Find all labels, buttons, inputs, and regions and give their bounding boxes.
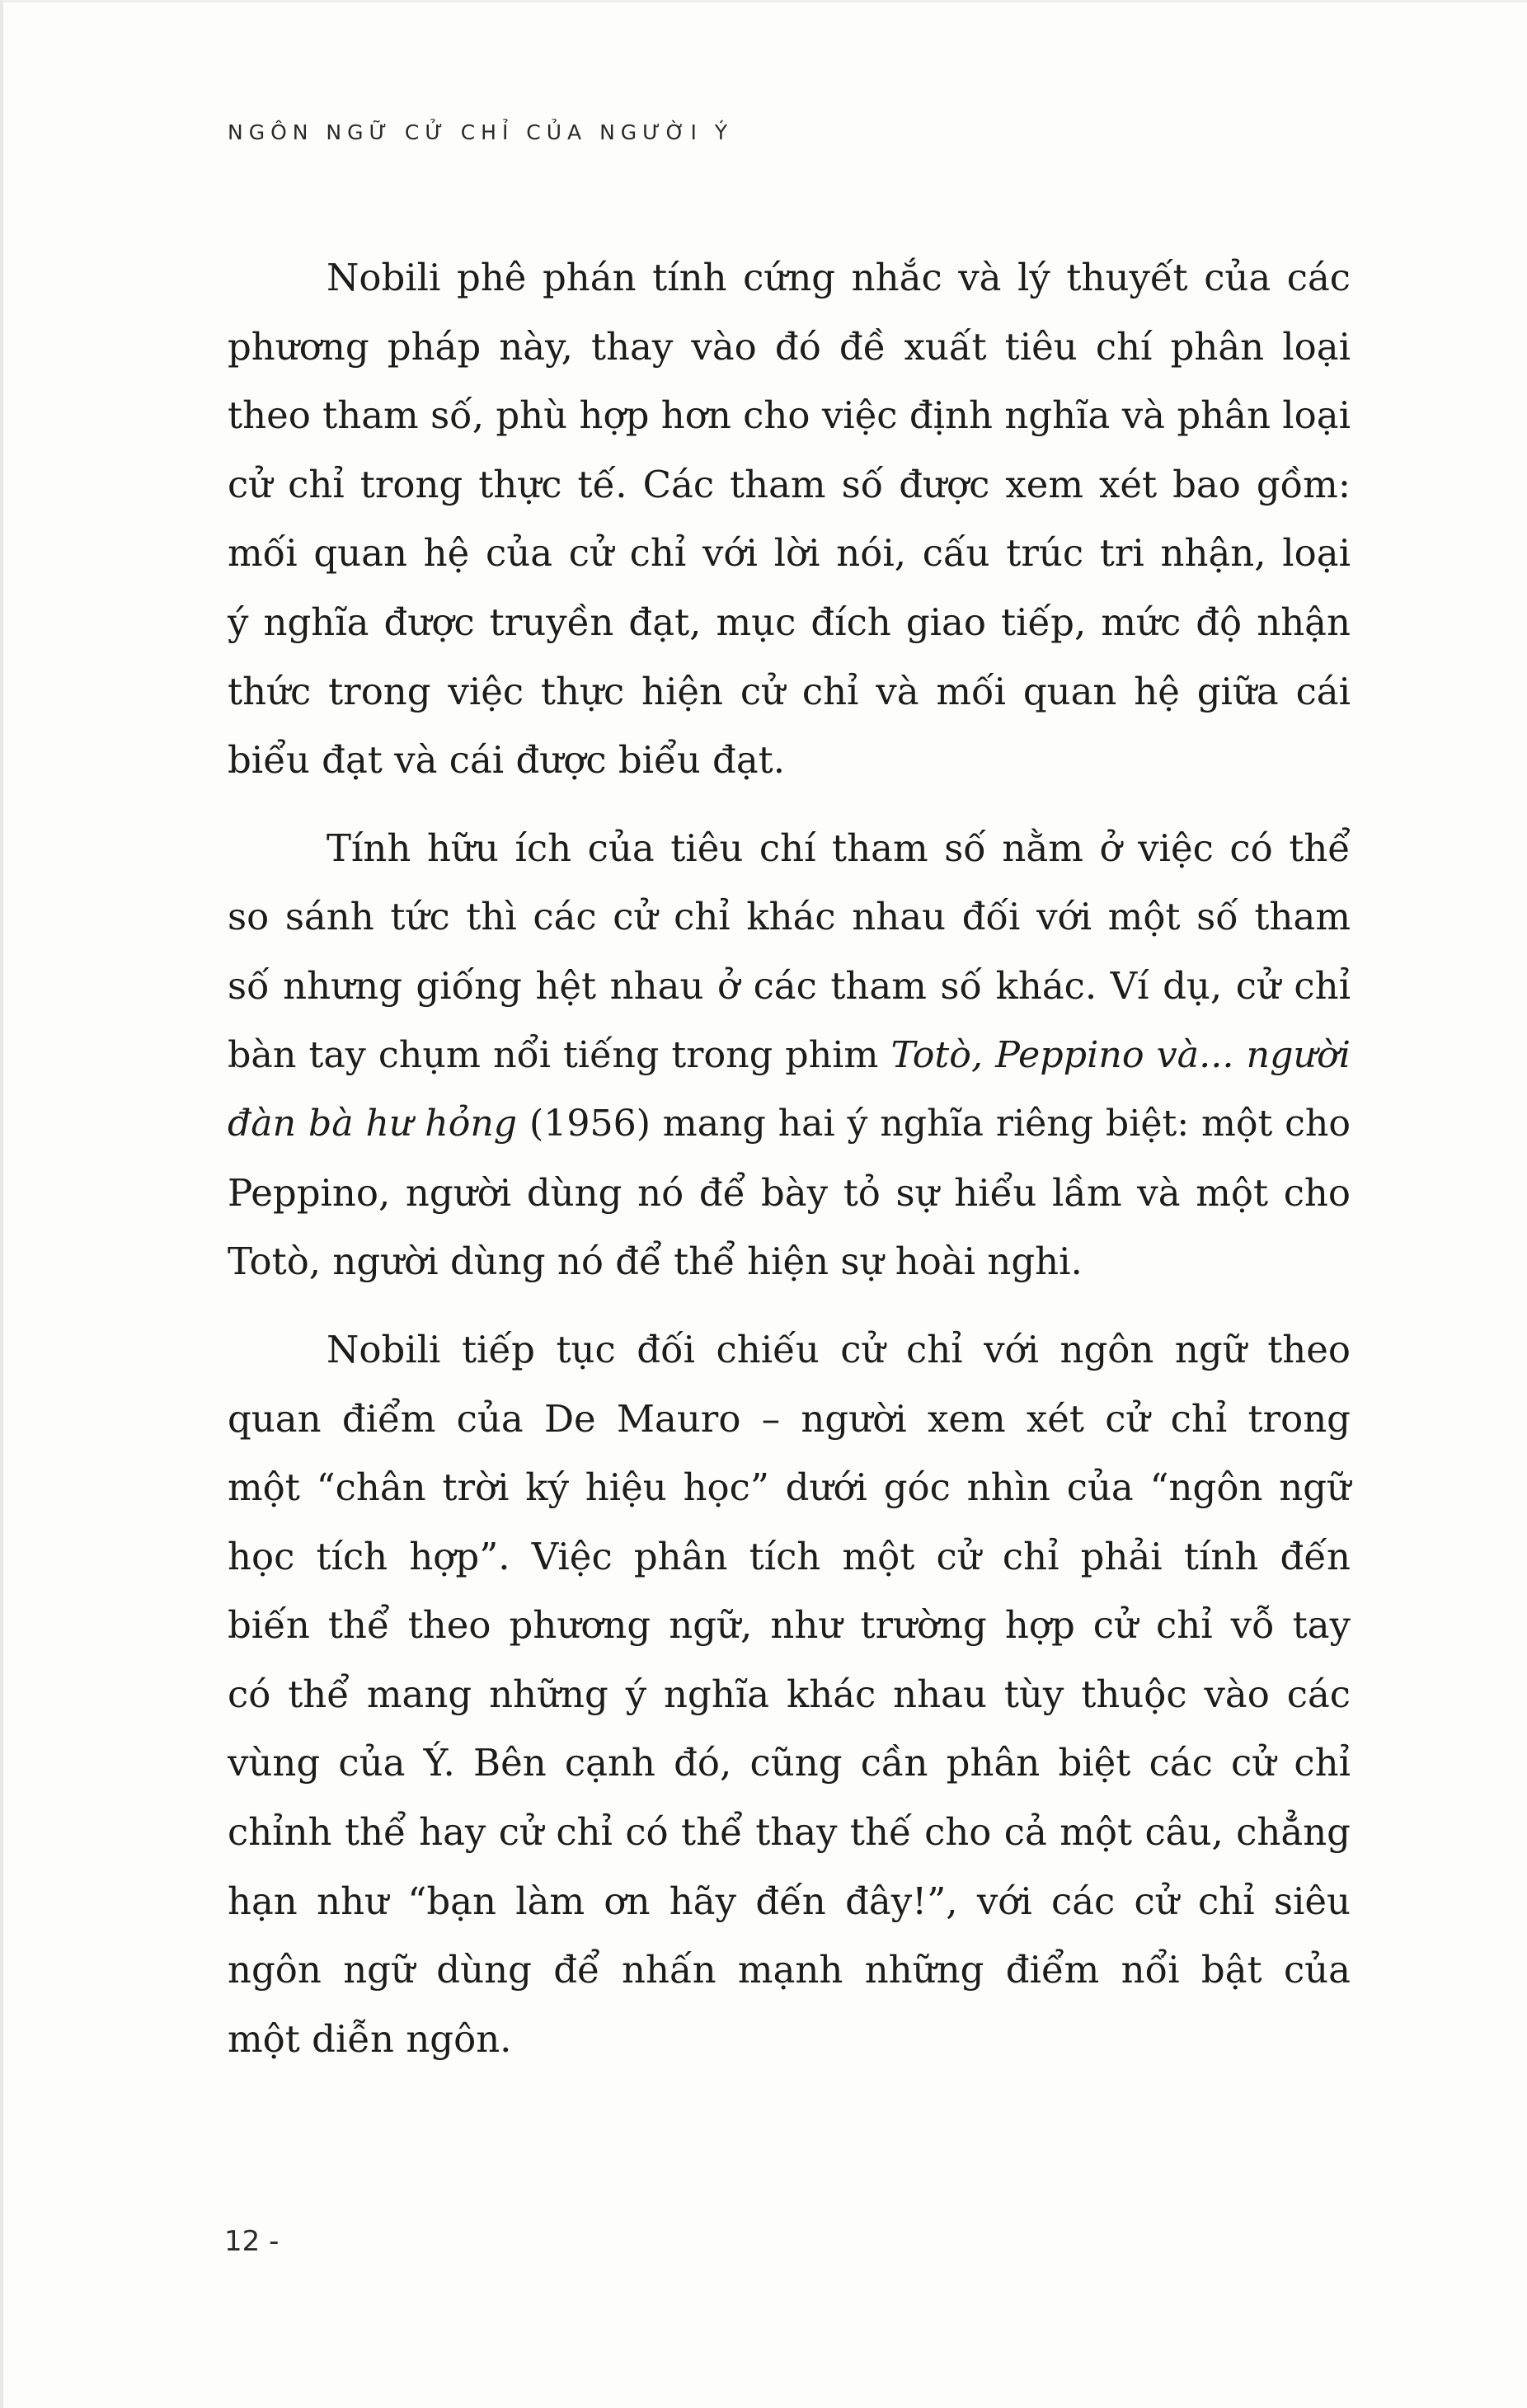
text-line: Nobili tiếp tục đối chiếu cử chỉ với ngôn ngữ theo (327, 1327, 1351, 1371)
film-title-continued: đàn bà hư hỏng (228, 1103, 518, 1145)
paragraph-2 (228, 814, 1351, 1296)
text-line: hạn như “bạn làm ơn hãy đến đây!”, với các cử chỉ siêu (228, 1879, 1351, 1923)
text-line: ngôn ngữ dùng để nhấn mạnh những điểm nổi bật của (228, 1948, 1351, 1992)
body-text (228, 243, 1351, 2073)
text-line: cử chỉ trong thực tế. Các tham số được xem xét bao gồm: (228, 462, 1351, 506)
text-line: một “chân trời ký hiệu học” dưới góc nhìn của “ngôn ngữ (228, 1465, 1351, 1510)
text-line: Peppino, người dùng nó để bày tỏ sự hiểu lầm và một cho (228, 1170, 1351, 1215)
text-line: học tích hợp”. Việc phân tích một cử chỉ phải tính đến (228, 1534, 1351, 1578)
running-header: NGÔN NGỮ CỬ CHỈ CỦA NGƯỜI Ý (228, 120, 734, 144)
text-line (228, 1089, 1351, 1159)
page-number: 12 - (224, 2225, 280, 2258)
paragraph-3 (228, 1315, 1351, 2074)
text-line: ý nghĩa được truyền đạt, mục đích giao tiếp, mức độ nhận (228, 600, 1351, 644)
text-line: một diễn ngôn. (228, 2016, 512, 2061)
text-line: biến thể theo phương ngữ, như trường hợp cử chỉ vỗ tay (228, 1603, 1351, 1648)
text-line: Totò, người dùng nó để thể hiện sự hoài nghi. (228, 1239, 1083, 1284)
text-run: bàn tay chụm nổi tiếng trong phim (228, 1033, 891, 1076)
text-line: biểu đạt và cái được biểu đạt. (228, 738, 786, 783)
text-line: vùng của Ý. Bên cạnh đó, cũng cần phân biệt các cử chỉ (228, 1741, 1351, 1785)
text-line: Tính hữu ích của tiêu chí tham số nằm ở việc có thể (327, 825, 1351, 870)
text-line: so sánh tức thì các cử chỉ khác nhau đối với một số tham (228, 895, 1351, 939)
paragraph-1 (228, 243, 1351, 795)
text-line: mối quan hệ của cử chỉ với lời nói, cấu trúc tri nhận, loại (228, 531, 1351, 576)
text-line: quan điểm của De Mauro – người xem xét cử chỉ trong (228, 1396, 1351, 1441)
text-line (228, 1021, 1351, 1090)
text-line: thức trong việc thực hiện cử chỉ và mối quan hệ giữa cái (228, 669, 1351, 713)
text-line: chỉnh thể hay cử chỉ có thể thay thế cho cả một câu, chẳng (228, 1810, 1351, 1855)
text-line: theo tham số, phù hợp hơn cho việc định nghĩa và phân loại (228, 393, 1351, 438)
text-run: (1956) mang hai ý nghĩa riêng biệt: một cho (517, 1103, 1351, 1145)
film-title: Totò, Peppino và... người (890, 1033, 1351, 1076)
text-line: phương pháp này, thay vào đó đề xuất tiêu chí phân loại (228, 324, 1351, 369)
text-line: số nhưng giống hệt nhau ở các tham số khác. Ví dụ, cử chỉ (228, 963, 1351, 1008)
text-line: Nobili phê phán tính cứng nhắc và lý thuyết của các (327, 256, 1351, 299)
text-line: có thể mang những ý nghĩa khác nhau tùy thuộc vào các (228, 1672, 1351, 1716)
